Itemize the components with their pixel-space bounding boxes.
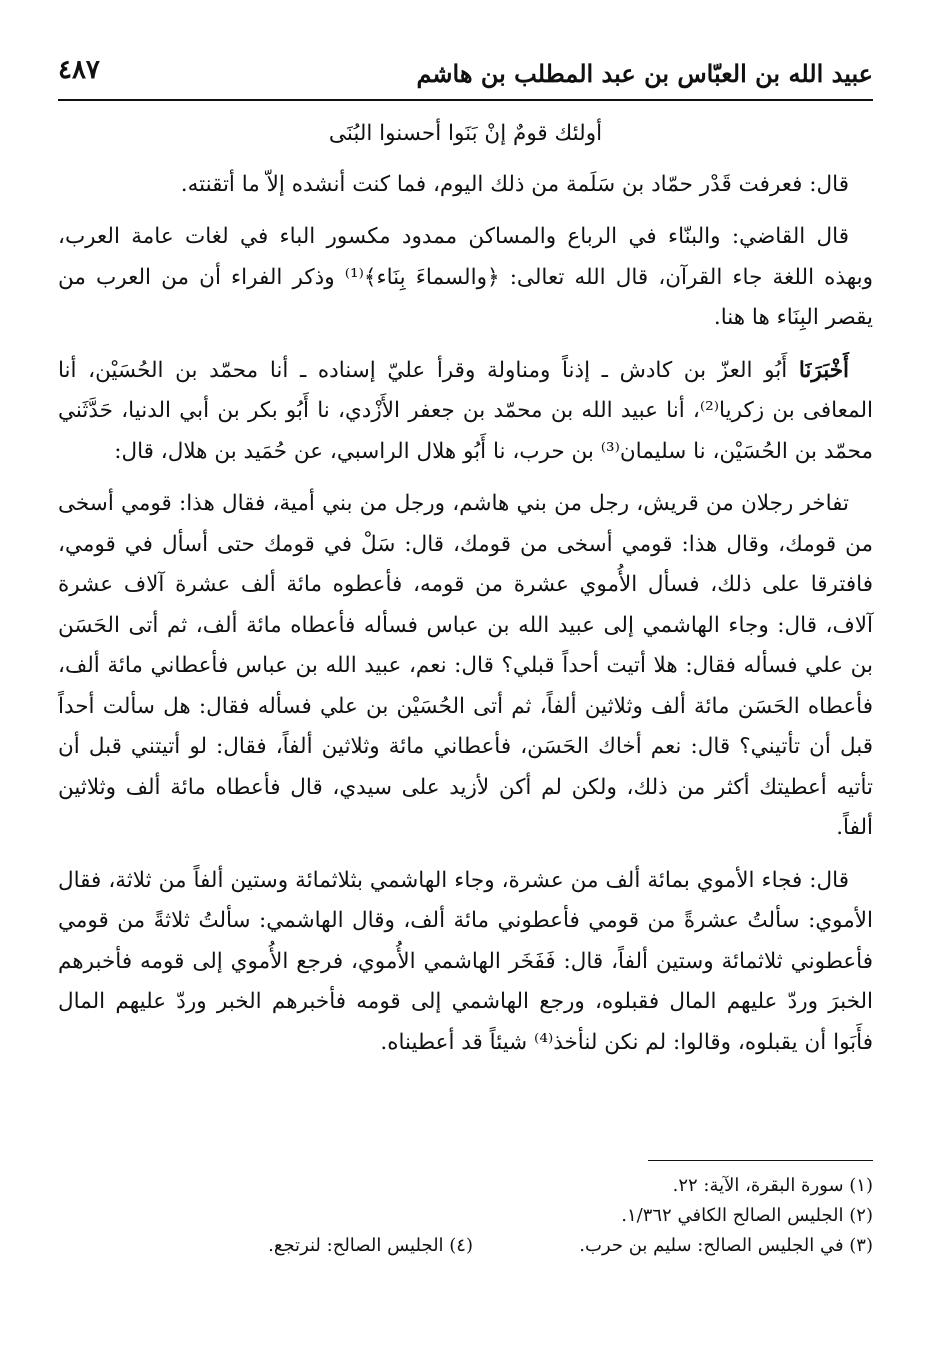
footnotes: [58, 1160, 873, 1261]
paragraph-3: [58, 351, 873, 473]
footnote-line-2: [58, 1201, 873, 1231]
footnote-2: (٢) الجليس الصالح الكافي ١/٣٦٢.: [621, 1205, 873, 1226]
paragraph-text: قال القاضي: والبنّاء في الرباع والمساكن ممدود مكسور الباء في لغات عامة العرب، وبهذه اللغة جاء القرآن، قال الله تعالى: ﴿والسماءَ بِنَاء﴾⁽¹⁾ وذكر الفراء أن من العرب من يقصر البِنَاء ها هنا.: [58, 224, 874, 330]
paragraph-1: [58, 165, 873, 206]
running-header: [58, 55, 873, 101]
paragraph-2: [58, 217, 873, 339]
running-title: عبيد الله بن العبّاس بن عبد المطلب بن هاشم: [416, 59, 873, 88]
verse-line: أولئك قومٌ إنْ بَنَوا أحسنوا البُنَى: [328, 121, 603, 146]
paragraph-lead: أَخْبَرَنَا: [798, 357, 849, 383]
paragraph-4: [58, 484, 873, 849]
footnote-divider: [648, 1160, 873, 1161]
footnote-4: (٤) الجليس الصالح: لنرتجع.: [268, 1235, 473, 1256]
paragraph-text: تفاخر رجلان من قريش، رجل من بني هاشم، ورجل من بني أمية، فقال هذا: قومي أسخى من قومك، وقال هذا: قومي أسخى من قومك، قال: سَلْ في قومك حتى أسأل في قومي، فافترقا على ذلك، فسأل الأُموي عشرة من قومه، فأعطوه مائة ألف عشرة آلاف عشرة آلاف، قال: وجاء الهاشمي إلى عبيد الله بن عباس فسأله فأعطاه مائة ألف، ثم أتى الحَسَن بن علي فسأله فقال: هلا أتيت أحداً قبلي؟ قال: نعم، عبيد الله بن عباس فأعطاني مائة ألف، فأعطاه الحَسَن مائة ألف وثلاثين ألفاً، ثم أتى الحُسَيْن بن علي فسأله فقال: هل سألت أحداً قبل أن تأتيني؟ قال: نعم أخاك الحَسَن، فأعطاني مائة وثلاثين ألفاً، فقال: لو أتيتني قبل أن تأتيه أعطيتك أكثر من ذلك، ولكن لم أكن لأزيد على سيدي، قال فأعطاه مائة ألف وثلاثين ألفاً.: [58, 491, 873, 840]
page-number: ٤٨٧: [58, 55, 100, 85]
footnote-3: (٣) في الجليس الصالح: سليم بن حرب.: [579, 1235, 873, 1256]
main-text: [58, 114, 873, 1075]
paragraph-5: [58, 861, 873, 1064]
paragraph-text: أَبُو العزّ بن كادش ـ إذناً ومناولة وقرأ عليّ إسناده ـ أنا محمّد بن الحُسَيْن، أنا المعافى بن زكريا⁽²⁾، أنا عبيد الله بن محمّد بن جعفر الأَزْدي، نا أَبُو بكر بن أبي الدنيا، حَدَّثَني محمّد بن الحُسَيْن، نا سليمان⁽³⁾ بن حرب، نا أَبُو هلال الراسبي، عن حُمَيد بن هلال، قال:: [58, 357, 873, 464]
paragraph-text: قال: فعرفت قَدْر حمّاد بن سَلَمة من ذلك اليوم، فما كنت أنشده إلاّ ما أتقنته.: [180, 171, 849, 197]
paragraph-text: قال: فجاء الأموي بمائة ألف من عشرة، وجاء الهاشمي بثلاثمائة وستين ألفاً من ثلاثة، فقال الأموي: سألتُ عشرةً من قومي فأعطوني مائة ألف، وقال الهاشمي: سألتُ ثلاثةً من قومي فأعطوني ثلاثمائة وستين ألفاً، قال: فَفَخَر الهاشمي الأُموي، فرجع الأُموي إلى قومه فأخبرهم الخبرَ وردّ عليهم المال فقبلوه، ورجع الهاشمي إلى قومه فأخبرهم الخبر وردّ عليهم المال فأَبَوا أن يقبلوه، وقالوا: لم نكن لنأخذ⁽⁴⁾ شيئاً قد أعطيناه.: [58, 867, 873, 1055]
footnote-1: (١) سورة البقرة، الآية: ٢٢.: [672, 1175, 873, 1196]
footnote-line-1: [58, 1171, 873, 1201]
footnote-line-3: [58, 1231, 873, 1261]
